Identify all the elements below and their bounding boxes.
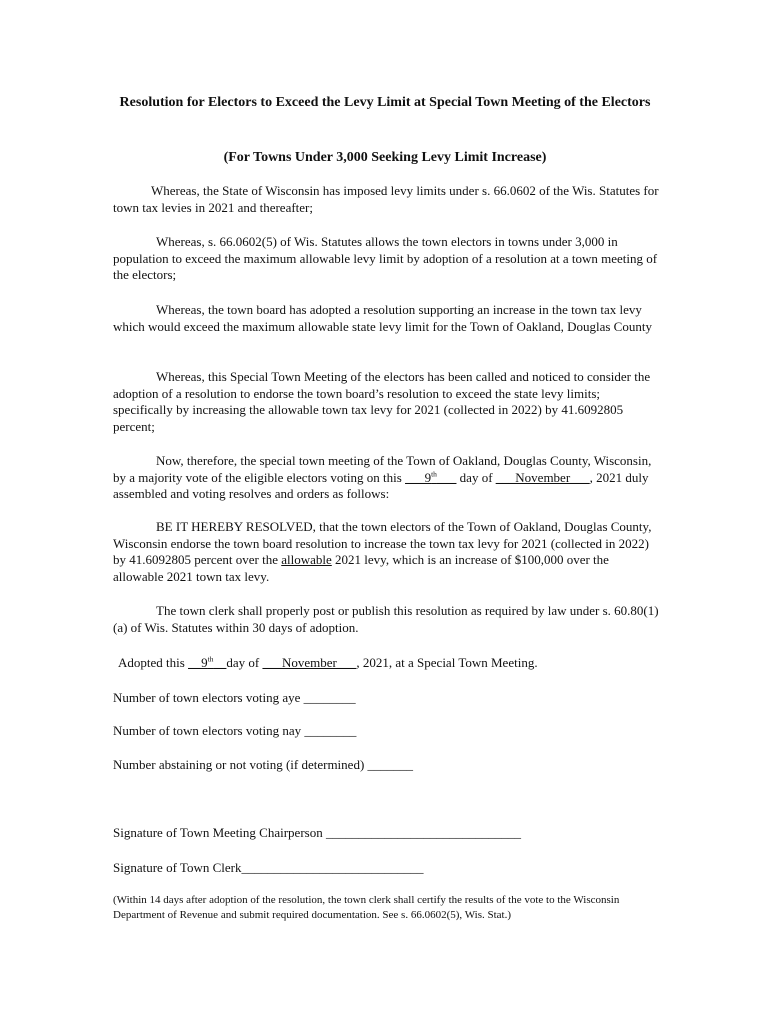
therefore-text: Now, therefore, the special town meeting of the Town of Oakland, Douglas County, Wisconsin, by a majority vote of the eligible electors voting on this — [113, 453, 652, 485]
meeting-day-field — [405, 470, 456, 485]
whereas-paragraph-1: Whereas, the State of Wisconsin has imposed levy limits under s. 66.0602 of the Wis. Statutes for town tax levies in 2021 and thereafter; — [113, 183, 659, 215]
therefore-text-end: , 2021 duly assembled and voting resolves and orders as follows: — [113, 469, 649, 501]
abstaining-field: Number abstaining or not voting (if determined) _______ — [113, 757, 414, 772]
allowable-word: allowable — [281, 552, 332, 567]
therefore-day-of: day of — [456, 469, 496, 485]
adopted-day-of: day of — [226, 655, 263, 670]
adopted-month-field: ___November___ — [262, 655, 357, 670]
document-subtitle: (For Towns Under 3,000 Seeking Levy Limit Increase) — [223, 150, 547, 165]
adopted-day-field — [188, 655, 226, 670]
clerk-publish-paragraph: The town clerk shall properly post or publish this resolution as required by law under s. 60.80(1)(a) of Wis. Statutes within 30 days of adoption. — [113, 603, 659, 635]
meeting-day-suffix: th — [431, 469, 437, 479]
adopted-day-fill: __ — [213, 655, 227, 670]
adopted-line — [118, 655, 538, 671]
chairperson-signature-field: Signature of Town Meeting Chairperson ______________________________ — [113, 825, 521, 840]
adopted-text: Adopted this — [118, 655, 189, 670]
adopted-day-suffix: th — [207, 654, 214, 664]
adopted-day-value: __9 — [188, 655, 208, 670]
resolved-text-end: 2021 levy, which is an increase of $100,000 over the allowable 2021 town tax levy. — [113, 552, 609, 584]
meeting-month-field: ___November___ — [495, 469, 590, 485]
therefore-paragraph — [113, 453, 661, 503]
meeting-day-value: ___9 — [405, 469, 432, 485]
document-title: Resolution for Electors to Exceed the Levy Limit at Special Town Meeting of the Electors — [119, 95, 651, 110]
resolved-text: BE IT HEREBY RESOLVED, that the town electors of the Town of Oakland, Douglas County, Wisconsin endorse the town board resolution to increase the town tax levy for 2021 (collected in 2022) by 41.6092805 percent over the — [113, 519, 652, 567]
resolved-paragraph — [113, 519, 661, 585]
whereas-paragraph-3: Whereas, the town board has adopted a resolution supporting an increase in the town tax levy which would exceed the maximum allowable state levy limit for the Town of Oakland, Douglas County — [113, 302, 652, 334]
whereas-paragraph-4: Whereas, this Special Town Meeting of the electors has been called and noticed to consider the adoption of a resolution to endorse the town board’s resolution to exceed the state levy limits; specifically by increasing the allowable town tax levy for 2021 (collected in 2022) by 41.6092805 percent; — [113, 369, 651, 434]
votes-aye-field: Number of town electors voting aye ________ — [113, 690, 356, 705]
clerk-signature-field: Signature of Town Clerk____________________________ — [113, 860, 424, 875]
whereas-paragraph-2: Whereas, s. 66.0602(5) of Wis. Statutes allows the town electors in towns under 3,000 in population to exceed the maximum allowable levy limit by adoption of a resolution at a town meeting of the electors; — [113, 234, 658, 282]
footnote: (Within 14 days after adoption of the resolution, the town clerk shall certify the results of the vote to the Wisconsin Department of Revenue and submit required documentation. See s. 66.0602(5), Wis. Stat.) — [113, 894, 620, 921]
adopted-text-end: , 2021, at a Special Town Meeting. — [356, 655, 538, 670]
meeting-day-fill: ___ — [436, 469, 457, 485]
votes-nay-field: Number of town electors voting nay ________ — [113, 723, 357, 738]
